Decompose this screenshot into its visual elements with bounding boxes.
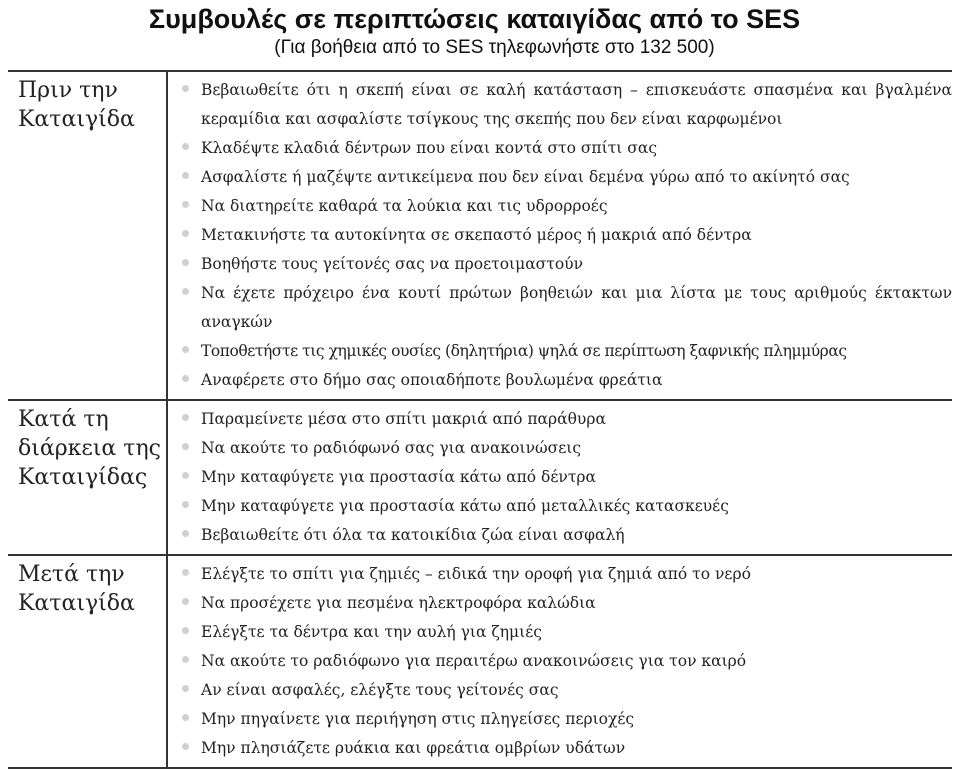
bullet-icon: [182, 714, 189, 721]
advice-table: [8, 70, 952, 769]
bullet-icon: [182, 656, 189, 663]
header: [0, 0, 959, 61]
section-items: [168, 72, 952, 399]
list-item: [182, 463, 952, 492]
item-text: Αν είναι ασφαλές, ελέγξτε τους γείτονές σας: [201, 681, 559, 699]
item-text: Βεβαιωθείτε ότι όλα τα κατοικίδια ζώα είναι ασφαλή: [201, 526, 625, 544]
bullet-icon: [182, 530, 189, 537]
page-subtitle: (Για βοήθεια από το SES τηλεφωνήστε στο 132 500): [274, 37, 715, 58]
item-text: Παραμείνετε μέσα στο σπίτι μακριά από παράθυρα: [201, 410, 606, 428]
section-after-storm: [8, 554, 952, 767]
item-text: Αναφέρετε στο δήμο σας οποιαδήποτε βουλωμένα φρεάτια: [201, 371, 663, 389]
item-text: Μην πλησιάζετε ρυάκια και φρεάτια ομβρίων υδάτων: [201, 739, 626, 757]
bullet-icon: [182, 201, 189, 208]
bullet-icon: [182, 288, 189, 295]
item-text: Ελέγξτε το σπίτι για ζημιές – ειδικά την οροφή για ζημιά από το νερό: [201, 565, 751, 583]
bullet-icon: [182, 501, 189, 508]
bullet-icon: [182, 172, 189, 179]
item-text: Βοηθήστε τους γείτονές σας να προετοιμαστούν: [201, 255, 584, 273]
list-item: [182, 337, 952, 366]
list-item: [182, 405, 952, 434]
section-items: [168, 401, 952, 554]
bullet-icon: [182, 443, 189, 450]
bullet-icon: [182, 230, 189, 237]
item-text: Να ακούτε το ραδιόφωνο για περαιτέρω ανακοινώσεις για τον καιρό: [201, 652, 747, 670]
list-item: [182, 221, 952, 250]
list-item: [182, 618, 952, 647]
list-item: [182, 521, 952, 550]
bullet-icon: [182, 627, 189, 634]
bullet-icon: [182, 685, 189, 692]
bullet-icon: [182, 598, 189, 605]
bullet-icon: [182, 472, 189, 479]
bullet-icon: [182, 346, 189, 353]
list-item: [182, 589, 952, 618]
section-label: Κατά τη διάρκεια της Καταιγίδας: [8, 401, 168, 554]
item-text: Να προσέχετε για πεσμένα ηλεκτροφόρα καλώδια: [201, 594, 596, 612]
section-items: [168, 556, 952, 767]
list-item: [182, 560, 952, 589]
list-item: [182, 705, 952, 734]
list-item: [182, 250, 952, 279]
item-text: Να έχετε πρόχειρο ένα κουτί πρώτων βοηθειών και μια λίστα με τους αριθμούς έκτακτων αναγκών: [201, 284, 952, 331]
list-item: [182, 647, 952, 676]
item-text: Μην καταφύγετε για προστασία κάτω από μεταλλικές κατασκευές: [201, 497, 729, 515]
list-item: [182, 676, 952, 705]
bullet-icon: [182, 569, 189, 576]
bullet-icon: [182, 743, 189, 750]
item-text: Μετακινήστε τα αυτοκίνητα σε σκεπαστό μέρος ή μακριά από δέντρα: [201, 226, 752, 244]
list-item: [182, 279, 952, 337]
bullet-icon: [182, 414, 189, 421]
section-during-storm: [8, 399, 952, 554]
bullet-icon: [182, 85, 189, 92]
list-item: [182, 134, 952, 163]
bullet-icon: [182, 375, 189, 382]
bullet-icon: [182, 259, 189, 266]
item-text: Να διατηρείτε καθαρά τα λούκια και τις υδρορροές: [201, 197, 608, 215]
list-item: [182, 734, 952, 763]
list-item: [182, 76, 952, 134]
item-text: Μην πηγαίνετε για περιήγηση στις πληγείσες περιοχές: [201, 710, 635, 728]
list-item: [182, 366, 952, 395]
item-text: Να ακούτε το ραδιόφωνό σας για ανακοινώσεις: [201, 439, 581, 457]
item-text: Κλαδέψτε κλαδιά δέντρων που είναι κοντά στο σπίτι σας: [201, 139, 658, 157]
bullet-icon: [182, 143, 189, 150]
item-text: Ασφαλίστε ή μαζέψτε αντικείμενα που δεν είναι δεμένα γύρω από το ακίνητό σας: [201, 168, 850, 186]
item-text: Ελέγξτε τα δέντρα και την αυλή για ζημιές: [201, 623, 542, 641]
page-title: Συμβουλές σε περιπτώσεις καταιγίδας από το SES: [148, 4, 801, 34]
item-text: Τοποθετήστε τις χημικές ουσίες (δηλητήρια) ψηλά σε περίπτωση ξαφνικής πλημμύρας: [201, 342, 847, 360]
section-before-storm: [8, 72, 952, 399]
list-item: [182, 492, 952, 521]
list-item: [182, 192, 952, 221]
item-text: Μην καταφύγετε για προστασία κάτω από δέντρα: [201, 468, 596, 486]
section-label: Πριν την Καταιγίδα: [8, 72, 168, 399]
section-label: Μετά την Καταιγίδα: [8, 556, 168, 767]
item-text: Βεβαιωθείτε ότι η σκεπή είναι σε καλή κατάσταση – επισκευάστε σπασμένα και βγαλμένα κεραμίδια και ασφαλίστε τσίγκους της σκεπής που δεν είναι καρφωμένοι: [201, 81, 952, 128]
list-item: [182, 434, 952, 463]
list-item: [182, 163, 952, 192]
